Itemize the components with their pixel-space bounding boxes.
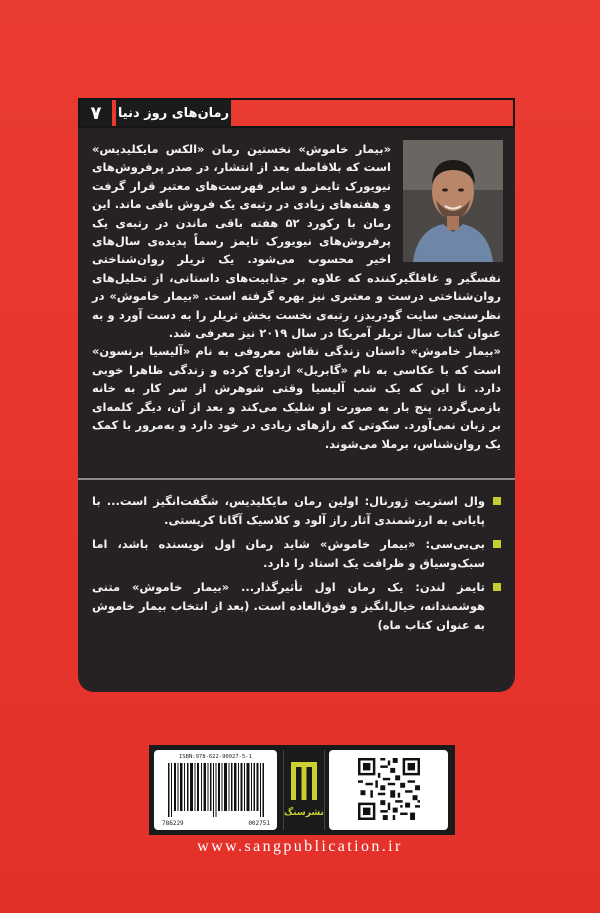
- barcode-icon: [166, 763, 266, 817]
- qr-code-box: [329, 750, 448, 830]
- review-quote-text: بی‌بی‌سی: «بیمار خاموش» شاید رمان اول نویسنده باشد، اما سبک‌وسیاق و ظرافت یک استاد را دارد.: [92, 537, 485, 570]
- publisher-logo: [283, 750, 325, 830]
- description-paragraph-1: «بیمار خاموش» نخستین رمان «الکس مایکلیدیس» است که بلافاصله بعد از انتشار، در صدر پرفروش‌های نیویورک تایمز و سایر فهرست‌های معتبر قرار گرفت و هفته‌های زیادی در رتبه‌ی یک فروش باقی ماند. این رمان با رکورد ۵۲ هفته باقی ماندن در رتبه‌ی یک پرفروش‌های نیویورک تایمز رسماً پدیده‌ی سال‌های اخیر محسوب می‌شود. یک تریلر روان‌شناختی نفسگیر و غافلگیرکننده که علاوه بر جذابیت‌های داستانی، از تحلیل‌های روان‌شناختی درست و معتبری نیز بهره گرفته است. «بیمار خاموش» در نظرسنجی سایت گودریدز، رتبه‌ی نخست بخش تریلر را به دست آورد و به عنوان کتاب سال تریلر آمریکا در سال ۲۰۱۹ نیز معرفی شد.: [92, 142, 501, 341]
- series-number: ۷: [80, 100, 112, 126]
- review-quote: [92, 535, 501, 572]
- description-text: [92, 140, 501, 453]
- bullet-square-icon: [493, 540, 501, 548]
- isbn-label: ISBN:978-622-90027-5-1: [179, 754, 252, 760]
- description-panel: [78, 128, 515, 478]
- description-paragraph-2: «بیمار خاموش» داستان زندگی نقاش معروفی به نام «آلیسیا برنسون» است که با عکاسی به نام «گابریل» ازدواج کرده و زندگی ظاهرا خوبی دارد. تا این که یک شب آلیسیا وقتی شوهرش از سر کار به خانه بازمی‌گردد، پنج بار به صورت او شلیک می‌کند و بعد از آن، دیگر کلمه‌ای بر زبان نمی‌آورد. سکوتی که رازهای زیادی در خود دارد و به‌مرور با کمک یک روان‌شناس، برملا می‌شوند.: [92, 344, 501, 451]
- publisher-name: نشرسنگ: [284, 808, 324, 818]
- publisher-website: www.sangpublication.ir: [197, 838, 403, 855]
- review-quote-text: تایمز لندن: یک رمان اول تأثیرگذار... «بیمار خاموش» متنی هوشمندانه، خیال‌انگیز و فوق‌العاده است. (بعد از انتخاب بیمار خاموش به عنوان کتاب ماه): [92, 580, 485, 632]
- bullet-square-icon: [493, 583, 501, 591]
- series-label: رمان‌های روز دنیا: [116, 100, 231, 126]
- review-quotes-panel: [78, 478, 515, 692]
- review-quote: [92, 578, 501, 634]
- publisher-strip: [149, 745, 455, 835]
- barcode-number-right: 002751: [248, 820, 270, 827]
- qr-code-icon: [358, 756, 420, 822]
- barcode-box: [154, 750, 277, 830]
- barcode-number-left: 786229: [162, 820, 184, 827]
- review-quote: [92, 492, 501, 529]
- review-quote-text: وال استریت ژورنال: اولین رمان مایکلیدیس، شگفت‌انگیز است... با پایانی به ارزشمندی آثار راز آلود و کلاسیک آگاتا کریستی.: [92, 494, 485, 527]
- bullet-square-icon: [493, 497, 501, 505]
- publisher-logo-icon: [291, 762, 317, 800]
- series-bar: [78, 98, 515, 128]
